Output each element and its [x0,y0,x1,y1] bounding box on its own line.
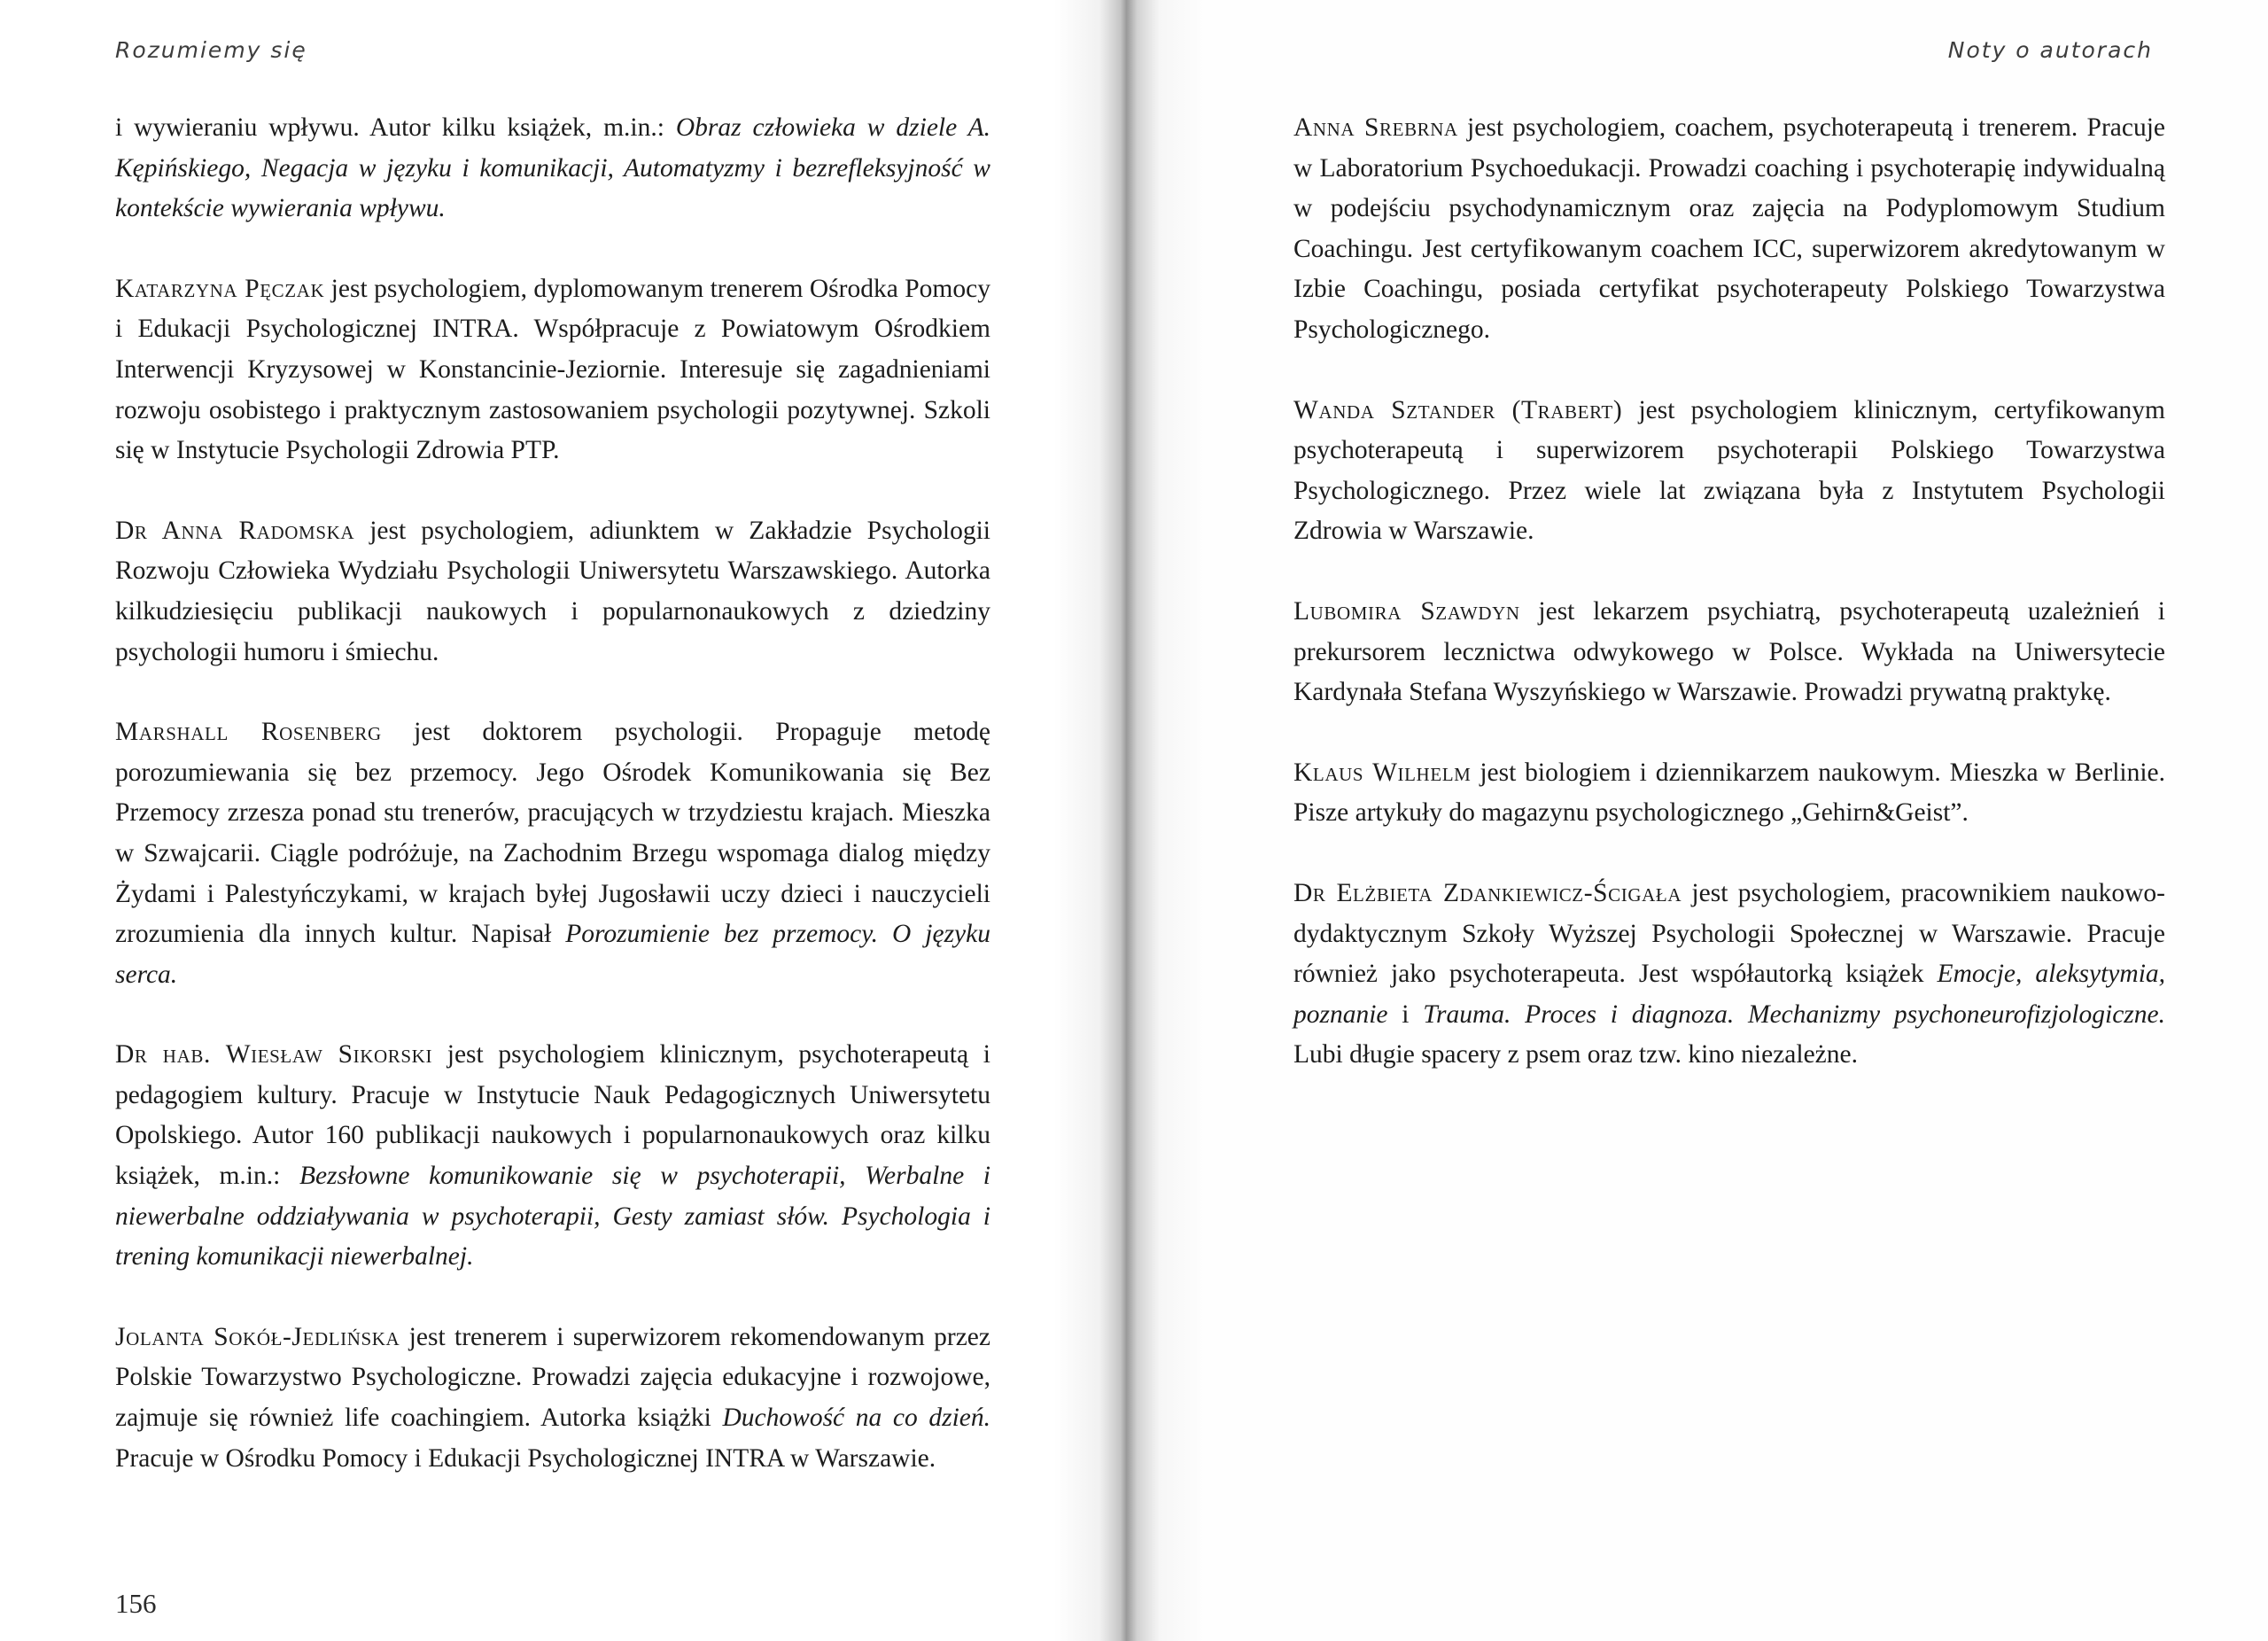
author-name: Katarzyna Pęczak [115,274,325,303]
book-titles: Obraz człowieka w dziele A. Kępińskiego, Negacja w języku i komunikacji, Automatyzmy i bezrefleksyjność w kontekście wywierania wpływu. [115,113,990,223]
right-text-block [1293,108,2165,1116]
author-note-sztander [1293,391,2165,552]
author-note-peczak [115,269,990,471]
note-text: Lubi długie spacery z psem oraz tzw. kino niezależne. [1293,1040,1858,1069]
book-titles: Bezsłowne komunikowanie się w psychoterapii, Werbalne i niewerbalne oddziaływania w psychoterapii, Gesty zamiast słów. Psychologia i trening komunikacji niewerbalnej. [115,1162,990,1272]
author-note-radomska [115,511,990,673]
book-title: Duchowość na co dzień. [722,1404,990,1433]
note-text: jest psychologiem, pracownikiem naukowo-dydaktycznym Szkoły Wyższej Psychologii Społecznej w Warszawie. Pracuje również jako psychoterapeuta. Jest współautorką książek [1293,878,2165,989]
note-text: i [1387,999,1424,1029]
author-name: Wanda Sztander (Trabert) [1293,395,1623,424]
note-text: jest trenerem i superwizorem rekomendowanym przez Polskie Towarzystwo Psychologiczne. Prowadzi zajęcia edukacyjne i rozwojowe, zajmuje się również life coachingiem. Autorka książki [115,1322,990,1433]
note-text: jest psychologiem, coachem, psychoterapeutą i trenerem. Pracuje w Laboratorium Psychoedukacji. Prowadzi coaching i psychoterapię indywidualną w podejściu psychodynamicznym oraz zajęcia na Podyplomowym Studium Coachingu. Jest certyfikowanym coachem ICC, superwizorem akredytowanym w Izbie Coachingu, posiada certyfikat psychoterapeuty Polskiego Towarzystwa Psychologicznego. [1293,113,2165,344]
running-head-right: Noty o autorach [1947,37,2153,63]
author-name: Lubomira Szawdyn [1293,596,1520,626]
author-name: Klaus Wilhelm [1293,758,1472,787]
author-name: Jolanta Sokół-Jedlińska [115,1322,400,1351]
author-name: Marshall Rosenberg [115,718,382,747]
book-titles: Porozumienie bez przemocy. O języku serca. [115,920,990,989]
note-text: jest psychologiem klinicznym, psychoterapeutą i pedagogiem kultury. Pracuje w Instytucie Nauk Pedagogicznych Uniwersytetu Opolskiego. Autor 160 publikacji naukowych i popularnonaukowych oraz kilku książek, m.in.: [115,1040,990,1191]
note-text: i wywieraniu wpływu. Autor kilku książek, m.in.: [115,113,676,142]
author-name: Dr Anna Radomska [115,516,355,545]
note-text: jest doktorem psychologii. Propaguje metodę porozumiewania się bez przemocy. Jego Ośrodek Komunikowania się Bez Przemocy zrzesza ponad stu trenerów, pracujących w trzydziestu krajach. Mieszka w Szwajcarii. Ciągle podróżuje, na Zachodnim Brzegu wspomaga dialog między Żydami i Palestyńczykami, w krajach byłej Jugosławii uczy dzieci i nauczycieli zrozumienia dla innych kultur. Napisał [115,718,990,949]
right-page [1116,0,2268,1641]
author-note-srebrna [1293,108,2165,351]
note-text: jest biologiem i dziennikarzem naukowym. Mieszka w Berlinie. Pisze artykuły do magazynu psychologicznego „Gehirn&Geist”. [1293,758,2165,828]
author-note-szawdyn [1293,592,2165,713]
author-name: Anna Srebrna [1293,113,1458,142]
page-number: 156 [115,1588,157,1619]
note-text: jest psychologiem, dyplomowanym trenerem Ośrodka Pomocy i Edukacji Psychologicznej INTRA. Współpracuje z Powiatowym Ośrodkiem Interwencji Kryzysowej w Konstancinie-Jeziornie. Interesuje się zagadnieniami rozwoju osobistego i praktycznym zastosowaniem psychologii pozytywnej. Szkoli się w Instytucie Psychologii Zdrowia PTP. [115,274,990,465]
left-text-block [115,108,990,1519]
note-text: Pracuje w Ośrodku Pomocy i Edukacji Psychologicznej INTRA w Warszawie. [115,1443,936,1473]
note-text: jest psychologiem, adiunktem w Zakładzie Psychologii Rozwoju Człowieka Wydziału Psychologii Uniwersytetu Warszawskiego. Autorka kilkudziesięciu publikacji naukowych i popularnonaukowych z dziedziny psychologii humoru i śmiechu. [115,516,990,666]
author-note-sikorski [115,1035,990,1278]
author-note-wilhelm [1293,753,2165,834]
author-note-zdankiewicz-scigala [1293,874,2165,1076]
note-text: jest lekarzem psychiatrą, psychoterapeutą uzależnień i prekursorem lecznictwa odwykowego w Polsce. Wykłada na Uniwersytecie Kardynała Stefana Wyszyńskiego w Warszawie. Prowadzi prywatną praktykę. [1293,596,2165,707]
book-title: Trauma. Proces i diagnoza. Mechanizmy psychoneurofizjologiczne. [1423,999,2165,1029]
book-title: Emocje, aleksytymia, poznanie [1293,960,2166,1029]
note-text: jest psychologiem klinicznym, certyfikowanym psychoterapeutą i superwizorem psychoterapii Polskiego Towarzystwa Psychologicznego. Przez wiele lat związana była z Instytutem Psychologii Zdrowia w Warszawie. [1293,395,2165,546]
author-note-rosenberg [115,712,990,995]
running-head-left: Rozumiemy się [115,37,307,63]
left-page [0,0,1116,1641]
author-note-continuation [115,108,990,229]
author-name: Dr Elżbieta Zdankiewicz-Ścigała [1293,878,1682,907]
author-note-sokol-jedlinska [115,1318,990,1479]
author-name: Dr hab. Wiesław Sikorski [115,1040,433,1069]
